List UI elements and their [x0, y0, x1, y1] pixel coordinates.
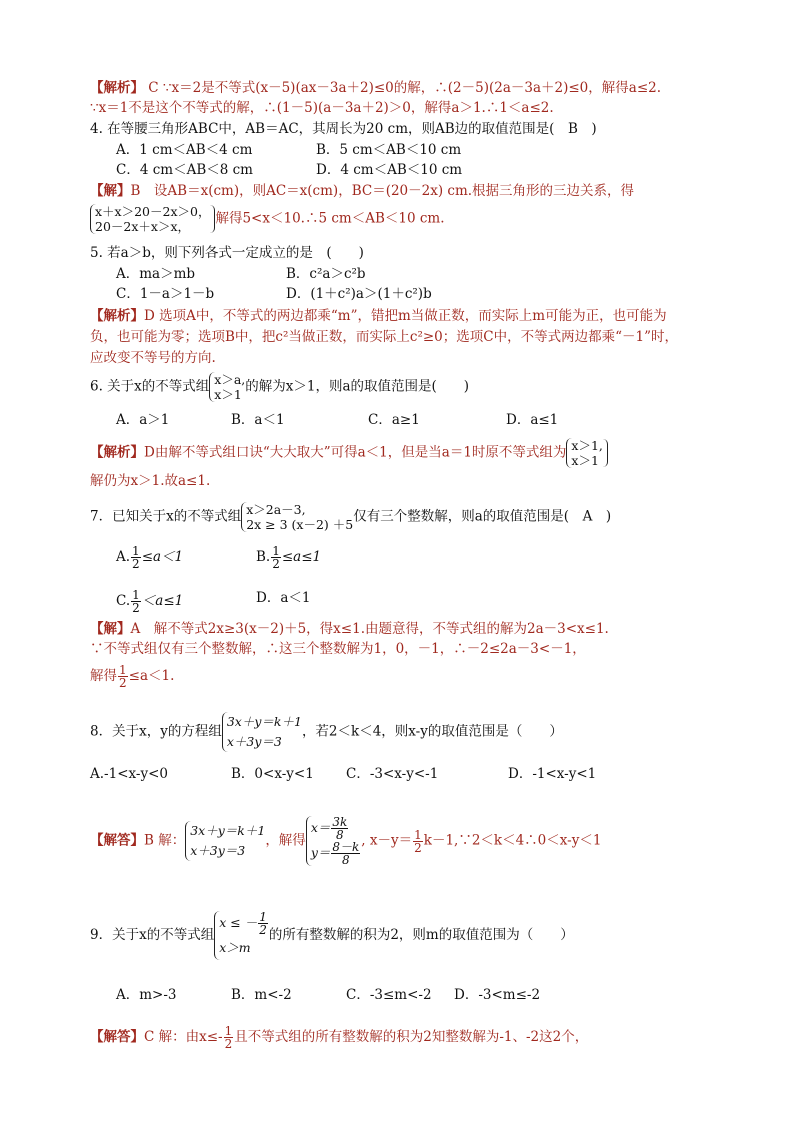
q9-option-c: C．-3≤m<-2 — [346, 987, 432, 1003]
solution-3-line-2: ∵x＝1不是这个不等式的解，∴(1－5)(a－3a＋2)＞0，解得a＞1.∴1＜a≤2. — [90, 100, 554, 116]
q5-option-a: A．ma＞mb — [116, 266, 196, 282]
solution-5-line-3: 应改变不等号的方向. — [90, 350, 216, 366]
solution-4-line-1: 【解】B 设AB＝x(cm)，则AC＝x(cm)，BC＝(20－2x) cm.根据三角形的三边关系，得 — [90, 183, 635, 199]
q8-system: 3x＋y＝k＋1 x＋3y＝3 — [222, 712, 302, 752]
q7-option-a: A. $\frac{1}{2}$ ≤a＜1 — [116, 544, 184, 571]
solution-6-line-1: 【解析】D由解不等式组口诀“大大取大”可得a＜1，但是当a＝1时原不等式组为 x＞1, x＞1 — [90, 438, 608, 468]
solution-6-line-2: 解仍为x＞1.故a≤1. — [90, 473, 211, 489]
q4-option-c: C．4 cm＜AB＜8 cm — [116, 162, 253, 178]
q9-option-d: D．-3<m≤-2 — [454, 987, 541, 1003]
q7-system: x＞2a－3, 2x ≥ 3 (x－2) ＋5 — [241, 502, 353, 532]
question-4: 4. 在等腰三角形ABC中，AB＝AC，其周长为20 cm，则AB边的取值范围是( B ) — [90, 121, 597, 137]
q4-option-d: D．4 cm＜AB＜10 cm — [316, 162, 463, 178]
q7-option-d: D．a＜1 — [256, 590, 311, 606]
q6-option-d: D．a≤1 — [506, 412, 559, 428]
q7-option-c: C. $\frac{1}{2}$ ＜a≤1 — [116, 588, 184, 615]
q8-option-d: D．-1<x-y<1 — [508, 766, 597, 782]
q4-option-b: B．5 cm＜AB＜10 cm — [316, 142, 462, 158]
q9-system: x ≤ － $\frac{1}{2}$ x＞m — [214, 911, 269, 960]
document-page — [90, 0, 730, 1123]
q5-option-d: D．(1＋c²)a＞(1＋c²)b — [286, 286, 432, 302]
question-8: 8．关于x，y的方程组3x＋y＝k＋1 x＋3y＝3，若2＜k＜4，则x-y的取值范围是（ ） — [90, 712, 563, 752]
q7-option-b: B. $\frac{1}{2}$ ≤a≤1 — [256, 544, 322, 571]
solution-8-result: x＝ $\frac{3k}{8}$ y＝ $\frac{8-k}{8}$ — [306, 816, 361, 866]
solution-8: 【解答】B 解：3x＋y＝k＋1 x＋3y＝3，解得x＝ $\frac{3k}{8}$ y＝ $\frac{8-k}{8}$ , x－y＝ $\frac{1}{2}$ k－1,∵2＜k＜4∴0＜x-y＜1 — [90, 815, 602, 867]
q8-option-b: B．0<x-y<1 — [231, 766, 314, 782]
q6-option-c: C．a≥1 — [368, 412, 420, 428]
solution-4-line-2: x＋x＞20－2x＞0， 20－2x＋x＞x， 解得5<x＜10.∴5 cm＜AB＜10 cm. — [90, 204, 445, 234]
solution-7-line-2: ∵不等式组仅有三个整数解，∴这三个整数解为1，0，－1，∴－2≤2a－3<－1， — [90, 641, 586, 657]
q9-option-a: A．m>-3 — [116, 987, 177, 1003]
question-7: 7．已知关于x的不等式组 x＞2a－3, 2x ≥ 3 (x－2) ＋5仅有三个整数解，则a的取值范围是( A ) — [90, 502, 612, 532]
q8-option-c: C．-3<x-y<-1 — [346, 766, 439, 782]
solution-5-line-1: 【解析】D 选项A中，不等式的两边都乘“m”，错把m当做正数，而实际上m可能为正，也可能为 — [90, 308, 667, 324]
solution-9: 【解答】C 解：由x≤- $\frac{1}{2}$ 且不等式组的所有整数解的积为2知整数解为-1、-2这2个， — [90, 1024, 589, 1051]
solution-4-system: x＋x＞20－2x＞0， 20－2x＋x＞x， — [90, 204, 210, 234]
solution-6-system: x＞1, x＞1 — [566, 438, 602, 468]
q6-option-b: B．a＜1 — [231, 412, 285, 428]
question-6: 6. 关于x的不等式组 x＞a, x＞1 的解为x＞1，则a的取值范围是( ) — [90, 372, 470, 402]
q5-option-c: C．1－a＞1－b — [116, 286, 215, 302]
solution-3-line-1: 【解析】 C ∵x＝2是不等式(x－5)(ax－3a＋2)≤0的解，∴(2－5)(2a－3a＋2)≤0，解得a≤2. — [90, 80, 662, 96]
q5-option-b: B．c²a＞c²b — [286, 266, 366, 282]
question-5: 5. 若a＞b，则下列各式一定成立的是 ( ) — [90, 245, 364, 261]
q6-option-a: A．a＞1 — [116, 412, 170, 428]
q9-option-b: B．m<-2 — [231, 987, 292, 1003]
question-9: 9．关于x的不等式组x ≤ － $\frac{1}{2}$ x＞m的所有整数解的积为2，则m的取值范围为（ ） — [90, 911, 574, 960]
solution-5-line-2: 负，也可能为零；选项B中，把c²当做正数，而实际上c²≥0；选项C中，不等式两边都乘“－1”时， — [90, 329, 678, 345]
solution-7-line-3: 解得 $\frac{1}{2}$ ≤a＜1. — [90, 663, 175, 690]
solution-8-system: 3x＋y＝k＋1 x＋3y＝3 — [185, 821, 265, 861]
solution-7-line-1: 【解】A 解不等式2x≥3(x－2)＋5，得x≤1.由题意得，不等式组的解为2a－3<x≤1. — [90, 621, 609, 637]
q6-system: x＞a, x＞1 — [209, 372, 245, 402]
q8-option-a: A.-1<x-y<0 — [90, 766, 168, 782]
q4-option-a: A．1 cm＜AB＜4 cm — [116, 142, 253, 158]
